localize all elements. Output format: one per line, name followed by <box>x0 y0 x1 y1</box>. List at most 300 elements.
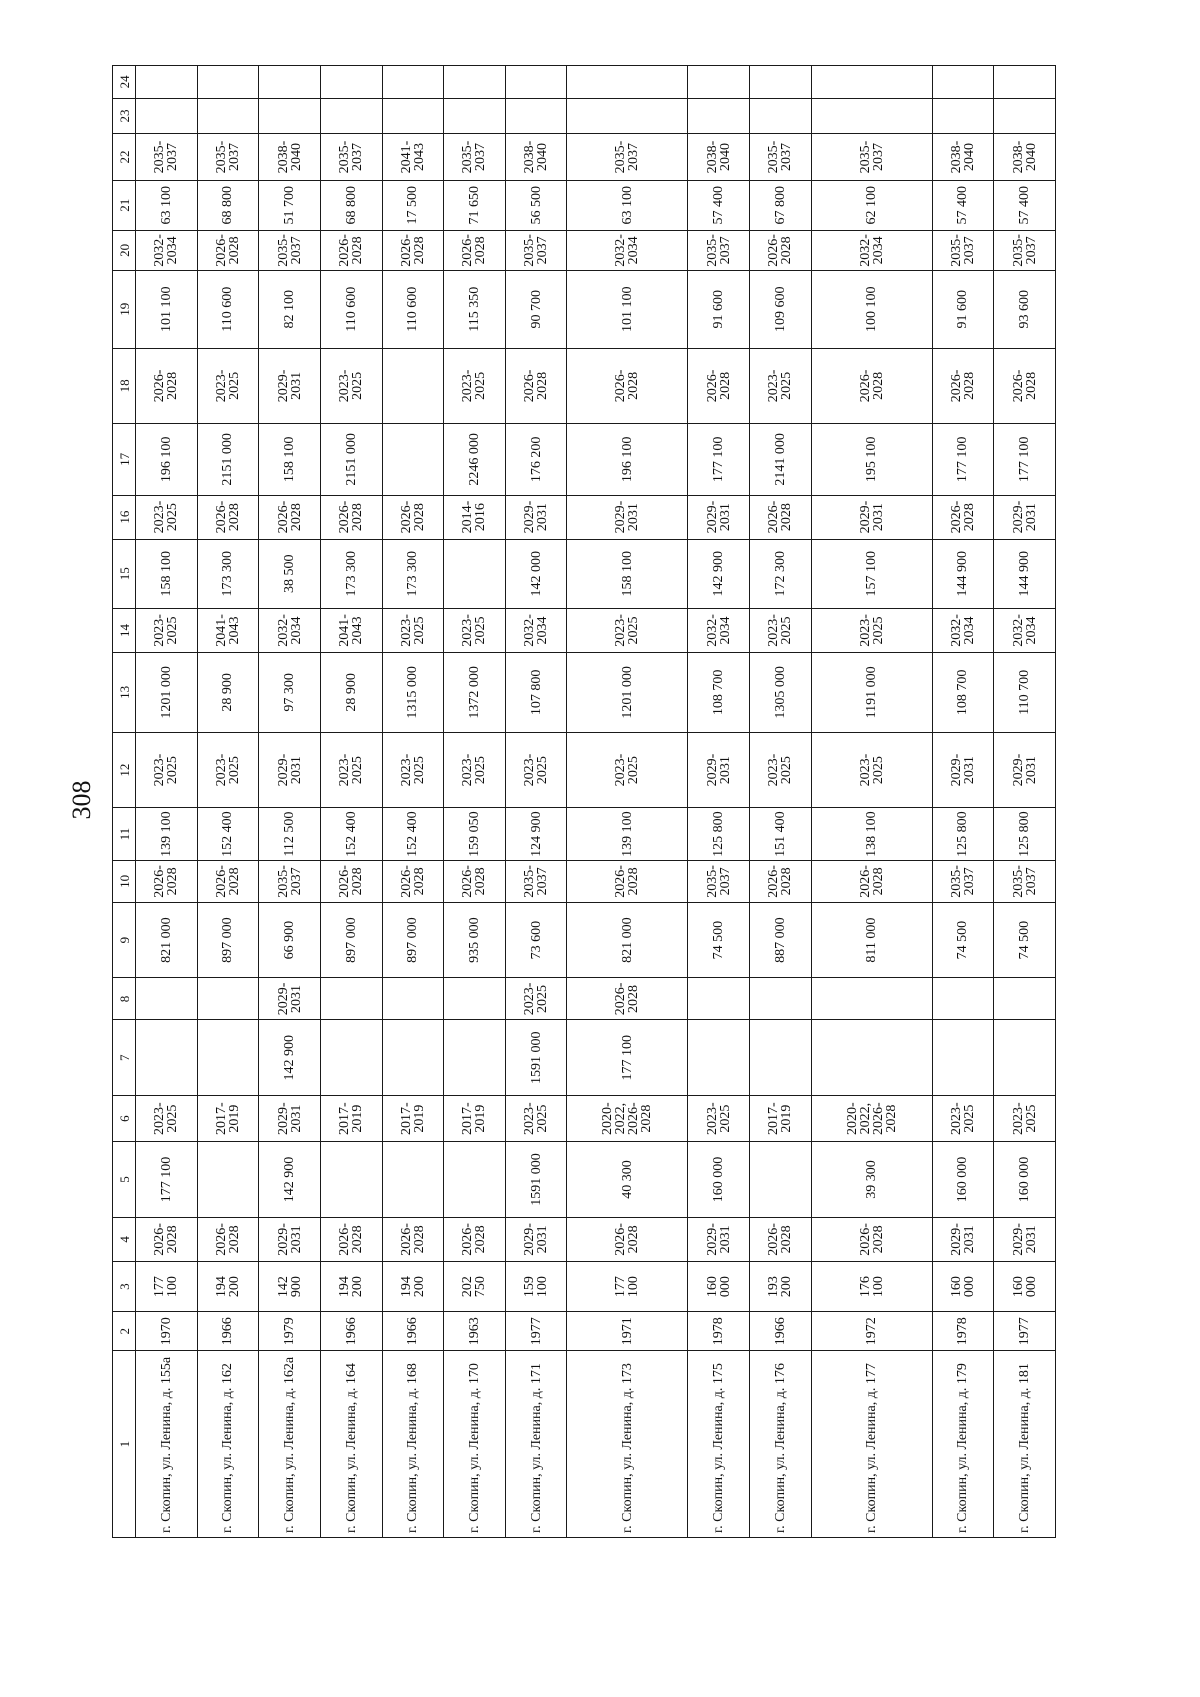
table-cell: 142 900 <box>259 1261 321 1311</box>
rotated-table-wrapper <box>112 65 1056 1538</box>
table-cell: 176 200 <box>505 424 567 495</box>
column-number-cell: 3 <box>113 1261 136 1311</box>
table-cell: 2029- 2031 <box>259 1217 321 1261</box>
table-cell <box>749 978 811 1020</box>
table-row <box>444 66 506 1538</box>
address-cell: г. Скопин, ул. Ленина, д. 162а <box>259 1351 321 1538</box>
table-cell <box>994 98 1056 134</box>
table-cell: 1966 <box>749 1312 811 1351</box>
address-cell: г. Скопин, ул. Ленина, д. 175 <box>688 1351 750 1538</box>
table-cell: 138 100 <box>811 808 932 860</box>
column-number-cell: 7 <box>113 1020 136 1096</box>
table-cell: 74 500 <box>932 902 994 978</box>
address-cell: г. Скопин, ул. Ленина, д. 179 <box>932 1351 994 1538</box>
table-cell: 2029- 2031 <box>505 1217 567 1261</box>
table-cell: 158 100 <box>567 539 688 608</box>
address-cell: г. Скопин, ул. Ленина, д. 162 <box>197 1351 259 1538</box>
table-cell <box>320 66 382 99</box>
table-cell <box>136 1020 198 1096</box>
table-cell: 109 600 <box>749 270 811 348</box>
table-cell: 152 400 <box>197 808 259 860</box>
table-cell: 160 000 <box>994 1142 1056 1218</box>
table-cell <box>932 98 994 134</box>
table-cell <box>444 98 506 134</box>
table-cell: 193 200 <box>749 1261 811 1311</box>
table-cell <box>688 66 750 99</box>
table-cell: 160 000 <box>932 1261 994 1311</box>
column-number-cell: 15 <box>113 539 136 608</box>
table-cell: 110 700 <box>994 653 1056 733</box>
table-cell: 2032- 2034 <box>136 230 198 270</box>
table-cell: 110 600 <box>382 270 444 348</box>
table-cell <box>136 66 198 99</box>
table-cell: 2023- 2025 <box>811 732 932 808</box>
table-cell: 2035- 2037 <box>444 134 506 180</box>
table-cell: 125 800 <box>932 808 994 860</box>
table-cell <box>749 1142 811 1218</box>
table-cell: 1201 000 <box>136 653 198 733</box>
column-number-cell: 21 <box>113 180 136 230</box>
table-cell <box>197 98 259 134</box>
table-cell: 2032- 2034 <box>688 608 750 652</box>
table-cell: 2032- 2034 <box>567 230 688 270</box>
table-cell: 2023- 2025 <box>932 1096 994 1142</box>
address-cell: г. Скопин, ул. Ленина, д. 155а <box>136 1351 198 1538</box>
table-cell: 1966 <box>197 1312 259 1351</box>
table-cell: 2026- 2028 <box>444 860 506 902</box>
table-cell: 2023- 2025 <box>749 608 811 652</box>
table-cell: 110 600 <box>197 270 259 348</box>
table-cell: 2032- 2034 <box>505 608 567 652</box>
table-cell: 1970 <box>136 1312 198 1351</box>
table-cell: 2023- 2025 <box>505 1096 567 1142</box>
table-cell: 1372 000 <box>444 653 506 733</box>
table-cell: 97 300 <box>259 653 321 733</box>
table-cell: 196 100 <box>567 424 688 495</box>
table-cell: 2026- 2028 <box>320 230 382 270</box>
table-cell: 194 200 <box>382 1261 444 1311</box>
table-cell: 887 000 <box>749 902 811 978</box>
table-cell <box>749 1020 811 1096</box>
table-cell: 91 600 <box>688 270 750 348</box>
table-cell <box>136 978 198 1020</box>
table-row <box>749 66 811 1538</box>
table-cell: 39 300 <box>811 1142 932 1218</box>
table-cell <box>811 66 932 99</box>
table-cell <box>320 1020 382 1096</box>
table-cell: 1315 000 <box>382 653 444 733</box>
table-cell: 2035- 2037 <box>505 230 567 270</box>
table-cell: 2017- 2019 <box>320 1096 382 1142</box>
address-cell: г. Скопин, ул. Ленина, д. 177 <box>811 1351 932 1538</box>
column-number-cell: 17 <box>113 424 136 495</box>
table-cell: 2026- 2028 <box>567 1217 688 1261</box>
table-cell <box>932 978 994 1020</box>
table-cell: 2041- 2043 <box>382 134 444 180</box>
table-cell: 2041- 2043 <box>197 608 259 652</box>
table-row <box>259 66 321 1538</box>
table-cell <box>197 1142 259 1218</box>
table-cell: 152 400 <box>382 808 444 860</box>
address-cell: г. Скопин, ул. Ленина, д. 168 <box>382 1351 444 1538</box>
table-cell: 2029- 2031 <box>994 495 1056 539</box>
table-cell: 2029- 2031 <box>505 495 567 539</box>
table-cell: 2026- 2028 <box>505 348 567 424</box>
table-cell: 139 100 <box>567 808 688 860</box>
table-cell: 811 000 <box>811 902 932 978</box>
table-cell: 51 700 <box>259 180 321 230</box>
table-cell: 90 700 <box>505 270 567 348</box>
table-cell: 2038- 2040 <box>688 134 750 180</box>
table-cell: 40 300 <box>567 1142 688 1218</box>
table-cell: 2029- 2031 <box>259 1096 321 1142</box>
table-cell: 124 900 <box>505 808 567 860</box>
table-cell: 2014- 2016 <box>444 495 506 539</box>
table-cell: 176 100 <box>811 1261 932 1311</box>
table-cell: 142 900 <box>259 1142 321 1218</box>
address-cell: г. Скопин, ул. Ленина, д. 176 <box>749 1351 811 1538</box>
column-number-cell: 11 <box>113 808 136 860</box>
table-cell: 2035- 2037 <box>932 230 994 270</box>
table-cell: 2026- 2028 <box>811 1217 932 1261</box>
table-cell: 1977 <box>505 1312 567 1351</box>
table-cell: 2026- 2028 <box>749 860 811 902</box>
table-cell: 2035- 2037 <box>259 860 321 902</box>
table-cell: 2026- 2028 <box>320 495 382 539</box>
column-number-cell: 5 <box>113 1142 136 1218</box>
table-cell: 2017- 2019 <box>382 1096 444 1142</box>
table-cell: 173 300 <box>320 539 382 608</box>
table-cell <box>259 66 321 99</box>
table-cell: 2151 000 <box>320 424 382 495</box>
table-cell: 139 100 <box>136 808 198 860</box>
table-cell: 158 100 <box>259 424 321 495</box>
table-cell: 73 600 <box>505 902 567 978</box>
table-cell <box>320 98 382 134</box>
table-row <box>688 66 750 1538</box>
table-cell: 159 100 <box>505 1261 567 1311</box>
table-cell: 63 100 <box>136 180 198 230</box>
address-cell: г. Скопин, ул. Ленина, д. 171 <box>505 1351 567 1538</box>
table-cell: 2026- 2028 <box>444 1217 506 1261</box>
table-cell: 2026- 2028 <box>994 348 1056 424</box>
table-cell: 142 900 <box>259 1020 321 1096</box>
table-row <box>567 66 688 1538</box>
table-cell: 2038- 2040 <box>932 134 994 180</box>
table-cell: 17 500 <box>382 180 444 230</box>
table-cell: 2023- 2025 <box>136 608 198 652</box>
table-cell: 1963 <box>444 1312 506 1351</box>
table-cell: 38 500 <box>259 539 321 608</box>
table-cell <box>382 1020 444 1096</box>
table-cell: 202 750 <box>444 1261 506 1311</box>
table-cell <box>197 1020 259 1096</box>
table-cell <box>197 978 259 1020</box>
table-cell: 2029- 2031 <box>567 495 688 539</box>
table-cell <box>320 1142 382 1218</box>
table-cell: 2023- 2025 <box>505 978 567 1020</box>
table-cell <box>136 98 198 134</box>
table-cell <box>994 66 1056 99</box>
table-cell: 2029- 2031 <box>259 348 321 424</box>
table-cell: 2151 000 <box>197 424 259 495</box>
table-cell: 2026- 2028 <box>382 495 444 539</box>
table-cell: 2026- 2028 <box>382 1217 444 1261</box>
table-cell: 101 100 <box>567 270 688 348</box>
table-cell: 2029- 2031 <box>811 495 932 539</box>
table-cell: 172 300 <box>749 539 811 608</box>
table-cell: 2017- 2019 <box>749 1096 811 1142</box>
column-number-cell: 12 <box>113 732 136 808</box>
table-cell: 2026- 2028 <box>136 348 198 424</box>
table-cell: 144 900 <box>932 539 994 608</box>
table-cell <box>444 539 506 608</box>
column-number-cell: 16 <box>113 495 136 539</box>
table-cell: 935 000 <box>444 902 506 978</box>
table-cell: 2246 000 <box>444 424 506 495</box>
table-cell: 66 900 <box>259 902 321 978</box>
column-number-cell: 6 <box>113 1096 136 1142</box>
table-cell: 2023- 2025 <box>382 608 444 652</box>
table-cell <box>444 1020 506 1096</box>
table-cell: 2035- 2037 <box>320 134 382 180</box>
column-number-cell: 9 <box>113 902 136 978</box>
table-cell: 1978 <box>932 1312 994 1351</box>
table-cell: 177 100 <box>567 1261 688 1311</box>
table-cell: 68 800 <box>320 180 382 230</box>
table-cell: 2029- 2031 <box>688 732 750 808</box>
table-row <box>932 66 994 1538</box>
column-number-cell: 19 <box>113 270 136 348</box>
table-cell: 2029- 2031 <box>688 495 750 539</box>
column-number-cell: 13 <box>113 653 136 733</box>
table-cell: 2026- 2028 <box>382 860 444 902</box>
table-cell: 160 000 <box>688 1142 750 1218</box>
table-row <box>197 66 259 1538</box>
table-cell: 2029- 2031 <box>994 732 1056 808</box>
table-cell: 56 500 <box>505 180 567 230</box>
table-cell <box>749 66 811 99</box>
table-cell: 1305 000 <box>749 653 811 733</box>
table-cell: 2029- 2031 <box>259 978 321 1020</box>
table-cell <box>811 978 932 1020</box>
address-cell: г. Скопин, ул. Ленина, д. 164 <box>320 1351 382 1538</box>
table-cell <box>382 1142 444 1218</box>
table-cell: 2026- 2028 <box>320 860 382 902</box>
table-cell: 2026- 2028 <box>567 978 688 1020</box>
table-cell: 1966 <box>382 1312 444 1351</box>
table-cell: 897 000 <box>382 902 444 978</box>
table-cell: 897 000 <box>320 902 382 978</box>
table-cell: 2023- 2025 <box>567 608 688 652</box>
table-cell: 2026- 2028 <box>688 348 750 424</box>
table-cell: 2026- 2028 <box>749 1217 811 1261</box>
table-cell <box>932 1020 994 1096</box>
table-cell: 2035- 2037 <box>994 860 1056 902</box>
table-cell: 108 700 <box>688 653 750 733</box>
table-cell: 2035- 2037 <box>688 860 750 902</box>
table-cell: 2026- 2028 <box>811 860 932 902</box>
header-row <box>113 66 136 1538</box>
table-cell: 1971 <box>567 1312 688 1351</box>
table-cell: 2023- 2025 <box>136 732 198 808</box>
table-cell: 1191 000 <box>811 653 932 733</box>
table-cell: 2023- 2025 <box>994 1096 1056 1142</box>
table-cell: 74 500 <box>688 902 750 978</box>
table-cell: 2041- 2043 <box>320 608 382 652</box>
table-cell: 2017- 2019 <box>197 1096 259 1142</box>
table-cell: 821 000 <box>567 902 688 978</box>
table-cell: 2035- 2037 <box>197 134 259 180</box>
table-cell: 821 000 <box>136 902 198 978</box>
table-cell: 2032- 2034 <box>811 230 932 270</box>
table-cell <box>382 978 444 1020</box>
table-cell <box>749 98 811 134</box>
table-cell: 57 400 <box>932 180 994 230</box>
table-cell: 177 100 <box>136 1261 198 1311</box>
table-cell <box>505 66 567 99</box>
table-cell <box>811 98 932 134</box>
table-cell: 2023- 2025 <box>688 1096 750 1142</box>
table-cell: 2029- 2031 <box>994 1217 1056 1261</box>
table-cell: 1591 000 <box>505 1142 567 1218</box>
table-cell: 2038- 2040 <box>994 134 1056 180</box>
address-cell: г. Скопин, ул. Ленина, д. 170 <box>444 1351 506 1538</box>
page-number: 308 <box>67 780 96 820</box>
table-cell: 2032- 2034 <box>994 608 1056 652</box>
table-cell: 2026- 2028 <box>197 860 259 902</box>
table-cell: 2023- 2025 <box>444 608 506 652</box>
table-cell: 93 600 <box>994 270 1056 348</box>
table-cell: 2023- 2025 <box>444 348 506 424</box>
column-number-cell: 14 <box>113 608 136 652</box>
table-cell: 2026- 2028 <box>567 348 688 424</box>
table-cell: 1972 <box>811 1312 932 1351</box>
table-cell: 2029- 2031 <box>932 732 994 808</box>
table-cell: 2029- 2031 <box>688 1217 750 1261</box>
table-cell <box>567 98 688 134</box>
address-cell: г. Скопин, ул. Ленина, д. 173 <box>567 1351 688 1538</box>
address-cell: г. Скопин, ул. Ленина, д. 181 <box>994 1351 1056 1538</box>
table-cell: 107 800 <box>505 653 567 733</box>
table-cell: 2026- 2028 <box>932 495 994 539</box>
table-cell: 2023- 2025 <box>197 732 259 808</box>
table-cell: 2032- 2034 <box>932 608 994 652</box>
table-row <box>811 66 932 1538</box>
table-cell <box>382 98 444 134</box>
table-cell: 2026- 2028 <box>136 1217 198 1261</box>
table-cell: 1979 <box>259 1312 321 1351</box>
table-cell: 173 300 <box>382 539 444 608</box>
table-cell: 1978 <box>688 1312 750 1351</box>
table-cell: 1966 <box>320 1312 382 1351</box>
table-row <box>505 66 567 1538</box>
table-cell <box>994 1020 1056 1096</box>
table-row <box>136 66 198 1538</box>
table-cell: 57 400 <box>688 180 750 230</box>
table-cell: 68 800 <box>197 180 259 230</box>
table-cell: 100 100 <box>811 270 932 348</box>
table-cell <box>505 98 567 134</box>
table-cell: 158 100 <box>136 539 198 608</box>
table-cell: 101 100 <box>136 270 198 348</box>
table-cell: 110 600 <box>320 270 382 348</box>
table-cell: 62 100 <box>811 180 932 230</box>
table-cell: 2038- 2040 <box>259 134 321 180</box>
table-cell: 2023- 2025 <box>136 1096 198 1142</box>
table-cell: 2023- 2025 <box>505 732 567 808</box>
table-cell: 2035- 2037 <box>811 134 932 180</box>
table-cell: 112 500 <box>259 808 321 860</box>
table-cell: 177 100 <box>136 1142 198 1218</box>
table-cell: 67 800 <box>749 180 811 230</box>
table-cell: 2035- 2037 <box>932 860 994 902</box>
table-cell: 194 200 <box>197 1261 259 1311</box>
table-cell: 2026- 2028 <box>320 1217 382 1261</box>
table-cell: 57 400 <box>994 180 1056 230</box>
table-cell: 177 100 <box>688 424 750 495</box>
table-cell: 2020- 2022, 2026- 2028 <box>567 1096 688 1142</box>
table-cell: 2141 000 <box>749 424 811 495</box>
table-cell: 91 600 <box>932 270 994 348</box>
table-cell: 2023- 2025 <box>749 348 811 424</box>
table-cell: 2026- 2028 <box>811 348 932 424</box>
column-number-cell: 4 <box>113 1217 136 1261</box>
table-row <box>382 66 444 1538</box>
table-cell: 2023- 2025 <box>197 348 259 424</box>
table-cell: 160 000 <box>994 1261 1056 1311</box>
table-cell: 173 300 <box>197 539 259 608</box>
table-cell: 63 100 <box>567 180 688 230</box>
table-cell: 2023- 2025 <box>444 732 506 808</box>
table-cell: 1591 000 <box>505 1020 567 1096</box>
table-cell: 2035- 2037 <box>259 230 321 270</box>
table-cell <box>567 66 688 99</box>
table-cell: 2038- 2040 <box>505 134 567 180</box>
table-cell: 28 900 <box>197 653 259 733</box>
table-cell: 125 800 <box>688 808 750 860</box>
table-cell: 177 100 <box>994 424 1056 495</box>
table-cell: 2026- 2028 <box>382 230 444 270</box>
table-cell: 115 350 <box>444 270 506 348</box>
table-cell: 2023- 2025 <box>749 732 811 808</box>
table-cell: 1201 000 <box>567 653 688 733</box>
table-cell: 2035- 2037 <box>505 860 567 902</box>
table-cell <box>932 66 994 99</box>
column-number-cell: 23 <box>113 98 136 134</box>
table-cell: 2026- 2028 <box>197 230 259 270</box>
table-cell: 144 900 <box>994 539 1056 608</box>
table-cell: 151 400 <box>749 808 811 860</box>
table-cell: 2035- 2037 <box>136 134 198 180</box>
table-cell <box>444 978 506 1020</box>
table-cell: 142 900 <box>688 539 750 608</box>
table-cell <box>197 66 259 99</box>
table-cell: 160 000 <box>688 1261 750 1311</box>
table-cell: 2026- 2028 <box>197 1217 259 1261</box>
table-cell <box>444 66 506 99</box>
table-cell: 2035- 2037 <box>688 230 750 270</box>
table-cell: 74 500 <box>994 902 1056 978</box>
table-cell: 2026- 2028 <box>749 495 811 539</box>
table-cell: 194 200 <box>320 1261 382 1311</box>
table-cell: 1977 <box>994 1312 1056 1351</box>
column-number-cell: 20 <box>113 230 136 270</box>
table-cell: 2020- 2022, 2026- 2028 <box>811 1096 932 1142</box>
table-cell: 2029- 2031 <box>259 732 321 808</box>
table-cell: 2023- 2025 <box>811 608 932 652</box>
table-cell: 2026- 2028 <box>136 860 198 902</box>
